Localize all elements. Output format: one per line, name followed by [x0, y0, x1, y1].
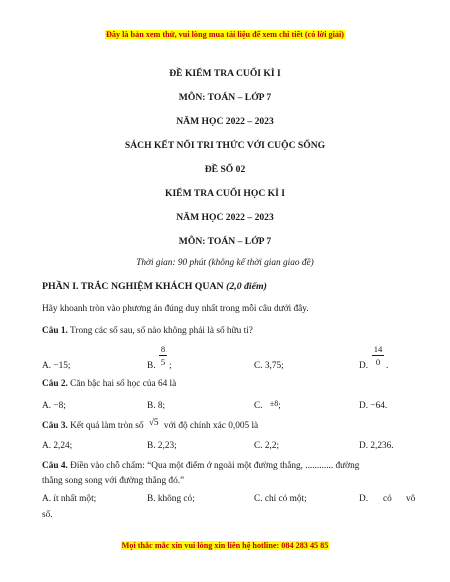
question-1 — [42, 326, 253, 336]
q4-option-d-1: D. — [359, 494, 369, 504]
part1-points: (2,0 điểm) — [226, 281, 267, 292]
header-line-5: ĐỀ SỐ 02 — [204, 164, 246, 175]
header-line-7: NĂM HỌC 2022 – 2023 — [176, 212, 274, 223]
q4-option-c: C. chỉ có một; — [254, 494, 307, 504]
time-note: Thời gian: 90 phút (không kể thời gian giao đề) — [136, 258, 314, 268]
q1-option-b-prefix: B. — [147, 361, 156, 371]
q1-option-a: A. −15; — [42, 361, 71, 371]
hotline-banner — [0, 535, 450, 553]
q2-option-c-prefix: C. — [254, 401, 263, 411]
question-3-text-before: Kết quả làm tròn số — [67, 421, 144, 431]
q4-option-d-3: vô — [406, 494, 416, 504]
question-4-label: Câu 4. — [42, 461, 68, 471]
question-1-text: Trong các số sau, số nào không phải là số hữu tỉ? — [67, 326, 253, 336]
header-line-2: MÔN: TOÁN – LỚP 7 — [178, 92, 272, 103]
q1-option-c: C. 3,75; — [254, 361, 284, 371]
question-2-label: Câu 2. — [42, 379, 68, 389]
question-3-text-after: với độ chính xác 0,005 là — [163, 421, 259, 431]
header-line-8: MÔN: TOÁN – LỚP 7 — [178, 236, 272, 247]
fraction-bar — [372, 355, 384, 356]
question-3-radical: √5 — [148, 418, 159, 428]
part1-instruction: Hãy khoanh tròn vào phương án đúng duy nhất trong mỗi câu dưới đây. — [42, 304, 309, 314]
question-4-text-line-1: Điền vào chỗ chấm: “Qua một điểm ở ngoài một đường thẳng, ............ đường — [67, 461, 360, 471]
q2-option-c — [254, 401, 281, 411]
q3-option-a: A. 2,24; — [42, 441, 73, 451]
q3-option-b: B. 2,23; — [147, 441, 177, 451]
part1-title: PHẦN I. TRẮC NGHIỆM KHÁCH QUAN — [42, 281, 224, 292]
q1-d-numerator: 14 — [373, 344, 383, 354]
q2-option-c-suffix: ; — [278, 401, 281, 411]
question-2-text: Căn bậc hai số học của 64 là — [67, 379, 177, 389]
q3-option-d: D. 2,236. — [359, 441, 394, 451]
q1-option-d-suffix: . — [386, 361, 389, 371]
q1-b-numerator: 8 — [160, 344, 166, 354]
header-line-6: KIỂM TRA CUỐI HỌC KÌ I — [164, 188, 286, 199]
header-line-4: SÁCH KẾT NỐI TRI THỨC VỚI CUỘC SỐNG — [124, 140, 326, 151]
q4-option-d-line-2: số. — [42, 510, 53, 520]
q2-option-d: D. −64. — [359, 401, 388, 411]
preview-banner — [0, 24, 450, 42]
question-4-text-line-2: thẳng song song với đường thẳng đó.” — [42, 476, 185, 486]
question-4 — [42, 461, 359, 471]
fraction-bar — [159, 355, 167, 356]
part1-heading — [42, 281, 267, 292]
q1-option-b-suffix: ; — [169, 361, 172, 371]
q4-option-d-2: có — [383, 494, 392, 504]
hotline-banner-text: Mọi thắc mắc xin vui lòng xin liên hệ hotline: 084 283 45 85 — [121, 541, 329, 550]
preview-banner-text: Đây là bản xem thử, vui lòng mua tài liệu để xem chi tiết (có lời giải) — [105, 30, 344, 39]
question-1-label: Câu 1. — [42, 326, 68, 336]
q4-option-b: B. không có; — [147, 494, 195, 504]
q1-b-denominator: 5 — [160, 357, 166, 367]
q2-option-a: A. −8; — [42, 401, 66, 411]
q3-option-c: C. 2,2; — [254, 441, 280, 451]
q1-option-d-fraction — [372, 344, 384, 367]
question-2 — [42, 379, 176, 389]
q4-option-a: A. ít nhất một; — [42, 494, 97, 504]
q1-option-d-prefix: D. — [359, 361, 369, 371]
q2-option-b: B. 8; — [147, 401, 166, 411]
question-3-label: Câu 3. — [42, 421, 68, 431]
q2-option-c-value: ±8 — [269, 399, 279, 408]
q1-d-denominator: 0 — [375, 357, 381, 367]
question-3 — [42, 418, 259, 431]
q1-option-b-fraction — [159, 344, 167, 367]
header-line-3: NĂM HỌC 2022 – 2023 — [176, 116, 274, 127]
header-line-1: ĐỀ KIỂM TRA CUỐI KÌ I — [169, 68, 281, 79]
